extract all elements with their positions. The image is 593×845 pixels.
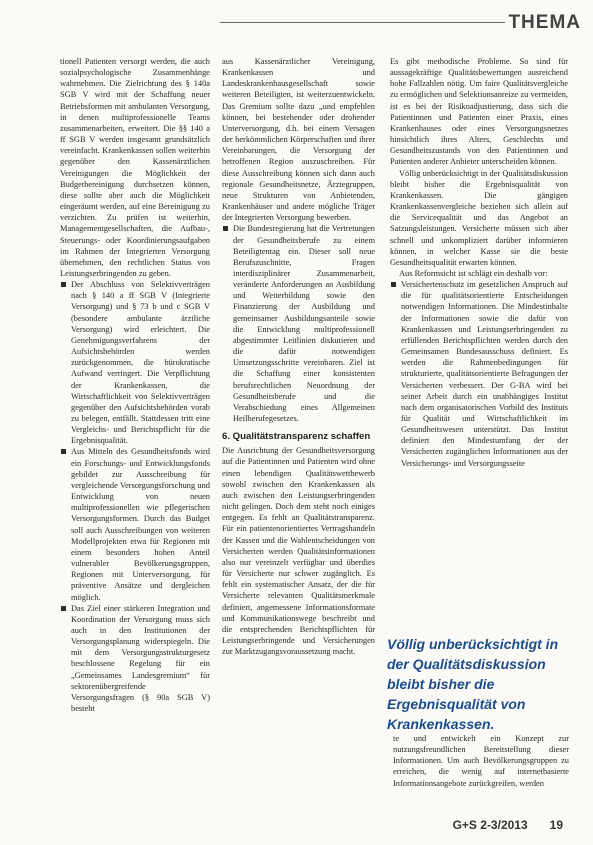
list-item: Versichertenschutz im gesetzlichen Anspruch auf die für qualitätsorientierte Entscheidungen notwendigen Informationen. Die Mindestinhalte der Informationen sowie die dafür von Krankenkassen und Leistungserbringenden zu erfüllenden Berichtspflichten werden durch den Gemeinsamen Bundesausschuss definiert. Es werden die Rahmenbedingungen für strukturierte, qualitätsorientierte Befragungen der Versicherten verbessert. Der G-BA wird bei seiner Arbeit durch ein unabhängiges Institut nach dem organisatorischen Vorbild des Instituts für Qualität und Wirtschaftlichkeit im Gesundheitswesen unterstützt. Das Institut definiert den Mindestumfang der der Versicherten zugänglichen Informationen aus der Versicherungs- und Versorgungsseite (390, 279, 568, 469)
magazine-name: G+S (452, 818, 477, 832)
column-1 (60, 56, 210, 714)
page-number: 19 (549, 818, 563, 832)
section-heading: 6. Qualitätstransparenz schaffen (222, 431, 371, 443)
col2-intro: aus Kassenärztlicher Vereinigung, Krankenkassen und Landeskrankenhausgesellschaft sowie weiteren Beteiligten, ist weiterzuentwickeln. Das Gremium sollte dazu „und empfehlen können, bei bestehender oder drohender Unterversorgung, d.h. bei einem Versagen der herkömmlichen Körperschaften und ihrer Vereinbarungen, die Versorgung der betroffenen Region auszuschreiben. Für diese Ausschreibung können sich dann auch regionale Gesundheitsnetze, Ärztegruppen, neue Strukturen von Anbietenden, Krankenhäuser und andere mögliche Träger der Integrierten Versorgung bewerben. (222, 57, 375, 223)
col1-intro: tionell Patienten versorgt werden, die auch sozialpsychologische Zusammenhänge wahrnehmen. Die Zielrichtung des § 140a SGB V wird mit der Schaffung neuer Betriebsformen mit ambulanten Versorgung, in denen multiprofessionelle Teams zusammenarbeiten, erweitert. Die §§ 140 a ff SGB V werden insgesamt grundsätzlich vereinfacht. Krankenkassen sollen weiterhin gegenüber den Kassenärztlichen Vereinigungen die Möglichkeit der Budgetbereinigung durchsetzen können, diese sollte aber auch die Möglichkeit eingeräumt werden, auf eine Bereinigung zu verzichten. Zu prüfen ist weiterhin, Managementgesellschaften, die Aufbau-, Steuerungs- oder Koordinierungsaufgaben im Rahmen der Integrierten Versorgung übernehmen, den rechtlichen Status von Leistungserbringenden zu geben. (60, 57, 210, 278)
issue-number: 2-3/2013 (480, 818, 528, 832)
col1-bullet-list (60, 279, 210, 714)
section-header: THEMA (508, 12, 581, 33)
pull-quote: Völlig unberücksichtigt in der Qualitätsdiskussion bleibt bisher die Ergebnisqualität von Krankenkassen. (387, 636, 559, 732)
col2-bullet-list (222, 223, 375, 424)
list-item: Das Ziel einer stärkeren Integration und Koordination der Versorgung muss sich auch in den Institutionen der Versorgungsplanung widerspiegeln. Die mit dem Versorgungsstrukturgesetz beschlossene Regelung für ein „Gemeinsames Landesgremium“ für sektorenübergreifende Versorgungsfragen (§ 90a SGB V) besteht (60, 603, 210, 715)
page-footer (453, 818, 563, 832)
col2-section-text: Die Ausrichtung der Gesundheitsversorgung auf die Patientinnen und Patienten wird ohne einen lebendigen Qualitätswettbewerb sowohl zwischen den Krankenkassen als auch zwischen den Leistungserbringenden nicht gelingen. Doch dem steht noch einiges entgegen. Es fehlt an Qualitätstransparenz. Für ein patientenorientiertes Vertragshandeln der Kassen und die Wahlentscheidungen von Versicherten werden Qualitätsinformationen also nur vereinzelt verfügbar und überdies für Versicherte nur schwer zugänglich. Es fehlt ein systematischer Ansatz, der die für Versicherte relevanten Qualitätsmerkmale definiert, angemessene Informationsformate und Kommunikationswege beschreibt und die entsprechenden Berichtspflichten für Leistungserbringende und Versicherungen zur Marktzugangsvoraussetzung macht. (222, 446, 375, 657)
col3-paragraph-2: Völlig unberücksichtigt in der Qualitätsdiskussion bleibt bisher die Ergebnisqualität von Krankenkassen. Die gängigen Krankenkassenvergleiche beziehen sich allein auf die Servicequalität und das Angebot an Satzungsleistungen. Versicherte müssen sich aber schnell und unkompliziert darüber informieren können, in welcher Kasse sie die beste Gesundheitsqualität erwarten können. (390, 168, 568, 267)
col3-paragraph-1: Es gibt methodische Probleme. So sind für aussagekräftige Qualitätsbewertungen ausreichend hohe Fallzahlen nötig. Um faire Qualitätsvergleiche zu ermöglichen und Selektionsanreize zu vermeiden, ist es bei der Risikoadjustierung, dass sich die Patientinnen und Patienten einer Praxis, eines Krankenhauses oder eines Versorgungsnetzes hinsichtlich ihres Alters, Geschlechts und Gesundheitszustands von den Patientinnen und Patienten anderer Anbieter unterscheiden können. (390, 57, 568, 167)
header-rule (220, 22, 505, 23)
list-item: Die Bundesregierung hat die Vertretungen der Gesundheitsberufe zu einem Beteiligtentag ein. Dieser soll neue Berufszuschnitte, Fragen interdisziplinärer Zusammenarbeit, veränderte Anforderungen an Ausbildung und Weiterbildung sowie den Finanzierung der Ausbildung und gemeinsamer Ausbildungsanteile sowie die Entwicklung multiprofessionell abgestimmter Leitlinien diskutieren und die dafür notwendigen Umsetzungsschritte vereinbaren. Ziel ist die Schaffung einer konsistenten berufsrechtlichen Neuordnung der Gesundheitsberufe und die Verabschiedung eines Allgemeinen Heilberufegesetzes. (222, 223, 375, 424)
col3-continuation: te und entwickelt ein Konzept zur nutzungsfreundlichen Bereitstellung dieser Informationen. Um auch Bevölkerungsgruppen zu erreichen, die wenig auf internetbasierte Informationsangebote zurückgreifen, werden (393, 734, 569, 788)
list-item: Aus Mitteln des Gesundheitsfonds wird ein Forschungs- und Entwicklungsfonds gebildet zur Ausschreibung für vergleichende Versorgungsforschung und Entwicklung von neuen multiprofessionellen wie pflegerischen Versorgungsformen. Durch das Budget soll auch Ausschreibungen von weiteren Modellprojekten etwa für Regionen mit einem besonders hohen Anteil vulnerabler Bevölkerungsgruppen, Regionen mit Unterversorgung, für präventive Ansätze und dergleichen möglich. (60, 446, 210, 602)
col3-bullet-list (390, 279, 568, 469)
column-3 (390, 56, 568, 469)
col3-paragraph-3: Aus Reformsicht ist schlägt ein deshalb vor: (399, 268, 548, 278)
list-item: Der Abschluss von Selektivverträgen nach § 140 a ff SGB V (Integrierte Versorgung) und § 73 b und c SGB V (besondere ambulante ärztliche Versorgung) wird erleichtert. Die Genehmigungsverfahrens der Aufsichtsbehörden werden zurückgenommen, die bürokratische Aufwand verringert. Die Verpflichtung der Krankenkassen, die Wirtschaftlichkeit von Selektivverträgen gegenüber den Aufsichtsbehörden vorab zu belegen, entfällt. Stattdessen tritt eine Vergleichs- und Berichtspflicht für die Ergebnisqualität. (60, 279, 210, 446)
column-2 (222, 56, 375, 657)
